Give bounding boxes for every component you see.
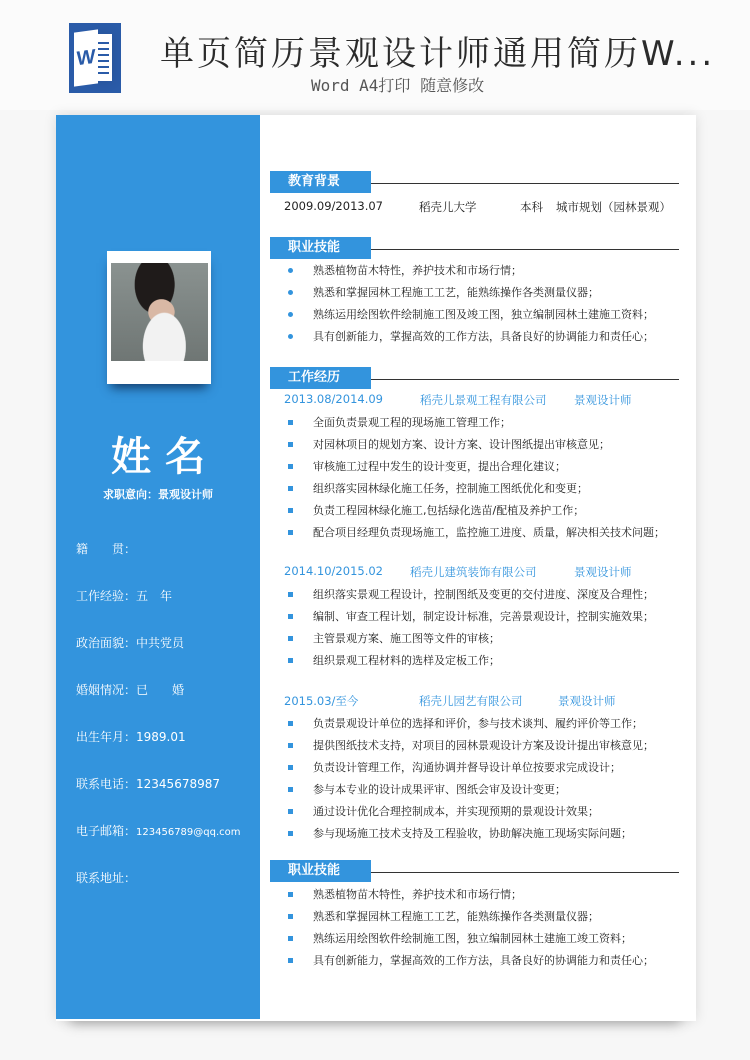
document-title: 单页简历景观设计师通用简历W...: [160, 34, 716, 74]
info-label: 电子邮箱：: [76, 824, 137, 838]
duty-text: 编制、审查工程计划，制定设计标准，完善景观设计，控制实施效果；: [313, 610, 654, 623]
info-label: 联系地址：: [76, 871, 137, 885]
skill-text: 熟悉植物苗木特性，养护技术和市场行情；: [313, 888, 522, 901]
info-hometown: [76, 540, 136, 557]
info-value: 1989.01: [136, 730, 186, 744]
duty-text: 参与本专业的设计成果评审、图纸会审及设计变更；: [313, 783, 566, 796]
duty-text: 负责工程园林绿化施工,包括绿化选苗/配植及养护工作；: [313, 504, 585, 517]
job-role: 景观设计师: [574, 393, 632, 407]
main-content: [260, 115, 696, 1019]
info-birth: [76, 728, 186, 745]
candidate-name: 姓名: [111, 434, 219, 480]
info-value: 中共党员: [136, 636, 185, 650]
bullet-icon: [288, 743, 293, 748]
bullet-icon: [288, 614, 293, 619]
bullet-icon: [288, 530, 293, 535]
info-value: 五 年: [136, 589, 173, 603]
job-intent: 求职意向：景观设计师: [103, 488, 213, 501]
bullet-icon: [288, 958, 293, 963]
section-experience: [270, 367, 679, 389]
education-period: 2009.09/2013.07: [284, 199, 383, 213]
info-label: 政治面貌：: [76, 636, 137, 650]
bullet-icon: [288, 787, 293, 792]
bullet-icon: [288, 508, 293, 513]
document-subtitle: Word A4打印 随意修改: [311, 76, 485, 95]
preview-header: [0, 0, 750, 110]
info-label: 婚姻情况：: [76, 683, 137, 697]
bullet-icon: [288, 486, 293, 491]
skill-text: 熟悉和掌握园林工程施工工艺，能熟练操作各类测量仪器；: [313, 286, 599, 299]
bullet-icon: [288, 809, 293, 814]
duty-text: 审核施工过程中发生的设计变更，提出合理化建议；: [313, 460, 566, 473]
section-title: 职业技能: [270, 237, 371, 259]
section-education: [270, 171, 679, 193]
skill-text: 熟练运用绘图软件绘制施工图，独立编制园林土建施工竣工资料；: [313, 932, 632, 945]
duty-text: 主管景观方案、施工图等文件的审核；: [313, 632, 500, 645]
bullet-icon: [288, 936, 293, 941]
skill-text: 熟悉植物苗木特性，养护技术和市场行情；: [313, 264, 522, 277]
info-label: 出生年月：: [76, 730, 137, 744]
bullet-icon: [288, 312, 293, 317]
job-header: [284, 392, 684, 408]
bullet-icon: [288, 892, 293, 897]
bullet-icon: [288, 592, 293, 597]
info-political: [76, 634, 184, 651]
info-label: 工作经验：: [76, 589, 137, 603]
duty-text: 负责设计管理工作，沟通协调并督导设计单位按要求完成设计；: [313, 761, 621, 774]
sidebar: [56, 115, 260, 1019]
bullet-icon: [288, 658, 293, 663]
bullet-icon: [288, 268, 293, 273]
duty-text: 参与现场施工技术支持及工程验收，协助解决施工现场实际问题；: [313, 827, 632, 840]
job-period: 2014.10/2015.02: [284, 564, 383, 578]
bullet-icon: [288, 464, 293, 469]
education-school: 稻壳儿大学: [419, 200, 477, 214]
section-divider: [371, 379, 679, 380]
section-title: 教育背景: [270, 171, 371, 193]
info-marital: [76, 681, 184, 698]
skill-text: 熟练运用绘图软件绘制施工图及竣工图，独立编制园林土建施工资料；: [313, 308, 654, 321]
word-icon: [69, 23, 121, 93]
education-degree: 本科: [520, 200, 543, 214]
info-value: 123456789@qq.com: [136, 827, 241, 838]
section-divider: [371, 183, 679, 184]
education-row: [284, 199, 684, 215]
job-company: 稻壳儿建筑装饰有限公司: [410, 565, 537, 579]
education-major: 城市规划（园林景观）: [556, 200, 671, 214]
duty-text: 组织景观工程材料的选样及定板工作；: [313, 654, 500, 667]
profile-photo: [111, 263, 208, 361]
skill-text: 具有创新能力，掌握高效的工作方法，具备良好的协调能力和责任心；: [313, 954, 654, 967]
word-icon-letter: W: [74, 29, 98, 86]
resume-page: [56, 115, 696, 1021]
bullet-icon: [288, 442, 293, 447]
bullet-icon: [288, 636, 293, 641]
duty-text: 提供图纸技术支持，对项目的园林景观设计方案及设计提出审核意见；: [313, 739, 654, 752]
job-period: 2013.08/2014.09: [284, 392, 383, 406]
bullet-icon: [288, 914, 293, 919]
section-title: 工作经历: [270, 367, 371, 389]
info-label: 籍 贯：: [76, 542, 137, 556]
job-header: [284, 693, 684, 709]
job-company: 稻壳儿园艺有限公司: [419, 694, 523, 708]
info-address: [76, 869, 136, 886]
section-divider: [371, 249, 679, 250]
duty-text: 配合项目经理负责现场施工，监控施工进度、质量，解决相关技术问题；: [313, 526, 665, 539]
bullet-icon: [288, 420, 293, 425]
bullet-icon: [288, 765, 293, 770]
duty-text: 组织落实景观工程设计，控制图纸及变更的交付进度、深度及合理性；: [313, 588, 654, 601]
job-header: [284, 564, 684, 580]
bullet-icon: [288, 831, 293, 836]
section-skills: [270, 237, 679, 259]
skill-text: 具有创新能力，掌握高效的工作方法，具备良好的协调能力和责任心；: [313, 330, 654, 343]
bullet-icon: [288, 290, 293, 295]
job-role: 景观设计师: [574, 565, 632, 579]
duty-text: 全面负责景观工程的现场施工管理工作；: [313, 416, 511, 429]
job-company: 稻壳儿景观工程有限公司: [420, 393, 547, 407]
job-period: 2015.03/至今: [284, 694, 359, 708]
duty-text: 对园林项目的规划方案、设计方案、设计图纸提出审核意见；: [313, 438, 610, 451]
skill-text: 熟悉和掌握园林工程施工工艺，能熟练操作各类测量仪器；: [313, 910, 599, 923]
info-value: 已 婚: [136, 683, 185, 697]
info-phone: [76, 775, 220, 792]
info-label: 联系电话：: [76, 777, 137, 791]
duty-text: 负责景观设计单位的选择和评价，参与技术谈判、履约评价等工作；: [313, 717, 643, 730]
section-skills-bottom: [270, 860, 679, 882]
info-experience: [76, 587, 172, 604]
section-title: 职业技能: [270, 860, 371, 882]
duty-text: 通过设计优化合理控制成本，并实现预期的景观设计效果；: [313, 805, 599, 818]
info-value: 12345678987: [136, 777, 220, 791]
duty-text: 组织落实园林绿化施工任务，控制施工图纸优化和变更；: [313, 482, 588, 495]
info-email: [76, 822, 241, 839]
bullet-icon: [288, 334, 293, 339]
bullet-icon: [288, 721, 293, 726]
photo-frame: [107, 251, 211, 384]
section-divider: [371, 872, 679, 873]
job-role: 景观设计师: [558, 694, 616, 708]
